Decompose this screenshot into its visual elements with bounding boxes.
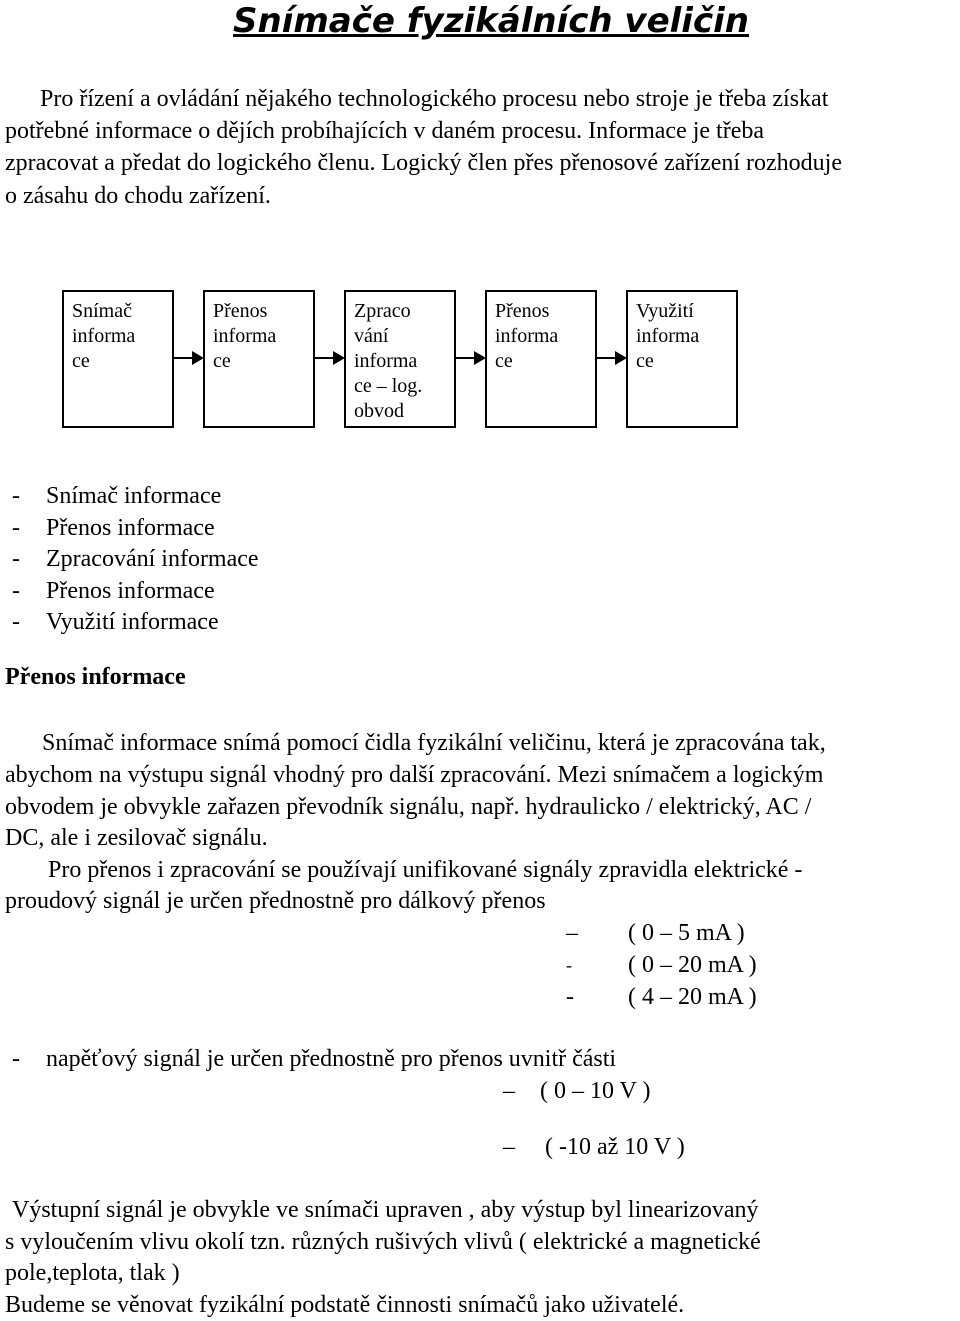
voltage-dash: - [12, 1046, 20, 1072]
box-text: ce – log. [354, 375, 423, 397]
box-text: informa [354, 350, 418, 372]
list-item: Snímač informace [46, 483, 222, 509]
box-text: Využití [636, 300, 694, 322]
range-mark: - [566, 984, 574, 1010]
range-value: ( 0 – 5 mA ) [628, 920, 745, 946]
page-title: Snímače fyzikálních veličin [233, 1, 749, 41]
box-text: informa [213, 325, 277, 347]
box-text: vání [354, 325, 389, 347]
box-text: ce [495, 350, 513, 372]
range-mark: – [566, 920, 578, 946]
list-item: Zpracování informace [46, 546, 259, 572]
intro-line-2: potřebné informace o dějích probíhajících v daném procesu. Informace je třeba [5, 118, 764, 144]
list-item: Využití informace [46, 609, 219, 635]
box-text: Přenos [495, 300, 550, 322]
closing-line-4: Budeme se věnovat fyzikální podstatě činnosti snímačů jako uživatelé. [5, 1292, 685, 1318]
range-value: ( 0 – 10 V ) [540, 1078, 651, 1104]
list-dash: - [12, 578, 20, 604]
intro-line-1: Pro řízení a ovládání nějakého technologického procesu nebo stroje je třeba získat [40, 86, 829, 112]
arrow-right-icon [597, 357, 625, 359]
box-text: ce [72, 350, 90, 372]
list-item: Přenos informace [46, 578, 215, 604]
arrow-right-icon [456, 357, 484, 359]
voltage-intro: napěťový signál je určen přednostně pro přenos uvnitř části [46, 1046, 617, 1072]
arrow-right-icon [174, 357, 202, 359]
box-text: ce [636, 350, 654, 372]
section-heading: Přenos informace [5, 664, 186, 690]
diagram-box-transfer-2 [485, 290, 597, 428]
range-mark: - [566, 955, 572, 975]
diagram-box-sensor [62, 290, 174, 428]
closing-line-2: s vyloučením vlivu okolí tzn. různých rušivých vlivů ( elektrické a magnetické [5, 1229, 761, 1255]
range-mark: – [503, 1078, 515, 1104]
list-dash: - [12, 546, 20, 572]
range-mark: – [503, 1134, 515, 1160]
intro-line-3: zpracovat a předat do logického členu. Logický člen přes přenosové zařízení rozhoduje [5, 150, 842, 176]
body-line-4: DC, ale i zesilovač signálu. [5, 825, 268, 851]
list-dash: - [12, 483, 20, 509]
range-value: ( 4 – 20 mA ) [628, 984, 757, 1010]
list-dash: - [12, 515, 20, 541]
box-text: informa [636, 325, 700, 347]
body-line-3: obvodem je obvykle zařazen převodník signálu, např. hydraulicko / elektrický, AC / [5, 794, 812, 820]
range-value: ( -10 až 10 V ) [545, 1134, 685, 1160]
list-item: Přenos informace [46, 515, 215, 541]
closing-line-1: Výstupní signál je obvykle ve snímači upraven , aby výstup byl linearizovaný [12, 1197, 759, 1223]
box-text: Zpraco [354, 300, 411, 322]
diagram-box-transfer-1 [203, 290, 315, 428]
body-line-1: Snímač informace snímá pomocí čidla fyzikální veličinu, která je zpracována tak, [42, 730, 826, 756]
box-text: Snímač [72, 300, 132, 322]
arrow-right-icon [315, 357, 343, 359]
list-dash: - [12, 609, 20, 635]
diagram-box-usage [626, 290, 738, 428]
box-text: obvod [354, 400, 404, 422]
closing-line-3: pole,teplota, tlak ) [5, 1260, 180, 1286]
box-text: informa [495, 325, 559, 347]
box-text: ce [213, 350, 231, 372]
range-value: ( 0 – 20 mA ) [628, 952, 757, 978]
body-line-2: abychom na výstupu signál vhodný pro další zpracování. Mezi snímačem a logickým [5, 762, 824, 788]
body-line-5: Pro přenos i zpracování se používají unifikované signály zpravidla elektrické - [48, 857, 803, 883]
body-line-6: proudový signál je určen přednostně pro dálkový přenos [5, 888, 546, 914]
diagram-box-processing [344, 290, 456, 428]
box-text: informa [72, 325, 136, 347]
intro-line-4: o zásahu do chodu zařízení. [5, 183, 271, 209]
box-text: Přenos [213, 300, 268, 322]
